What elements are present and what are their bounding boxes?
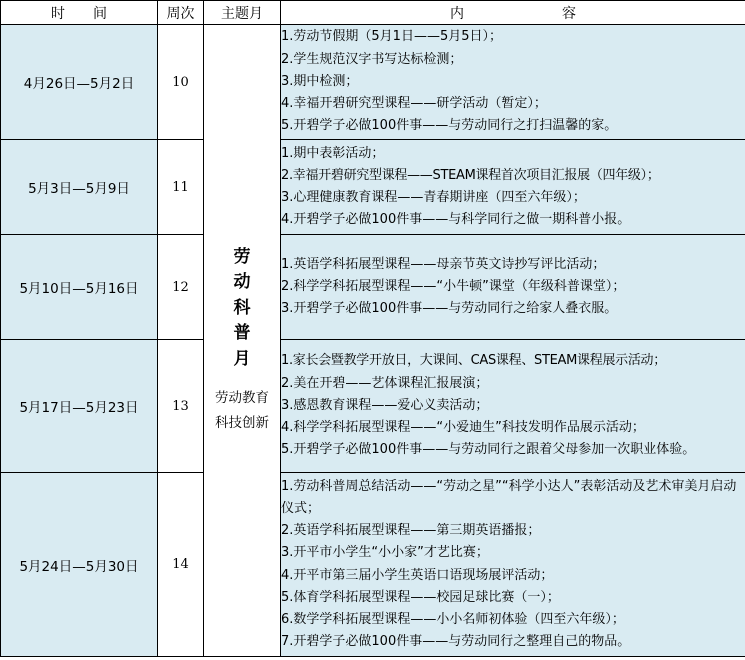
time-cell: 4月26日—5月2日	[1, 25, 158, 140]
content-item: 3.开碧学子必做100件事——与劳动同行之给家人叠衣服。	[281, 301, 618, 317]
time-cell: 5月3日—5月9日	[1, 140, 158, 235]
content-item: 2.英语学科拓展型课程——第三期英语播报；	[281, 523, 541, 539]
time-cell: 5月24日—5月30日	[1, 473, 158, 657]
table-row	[1, 25, 745, 140]
theme-cell	[204, 25, 281, 657]
content-item: 2.美在开碧——艺体课程汇报展演；	[281, 375, 489, 391]
content-cell	[281, 473, 745, 657]
content-item: 3.开平市小学生“小小家”才艺比赛；	[281, 545, 489, 561]
table-row	[1, 473, 745, 657]
theme-char: 科	[233, 297, 251, 318]
theme-char: 动	[233, 272, 251, 293]
week-cell: 11	[158, 140, 204, 235]
header-theme: 主题月	[204, 1, 281, 25]
content-item: 3.感恩教育课程——爱心义卖活动；	[281, 397, 489, 413]
content-item: 4.科学学科拓展型课程——“小爱迪生”科技发明作品展示活动；	[281, 420, 645, 436]
table-row	[1, 340, 745, 473]
content-item: 3.心理健康教育课程——青春期讲座（四至六年级）；	[281, 190, 586, 205]
header-week: 周次	[158, 1, 204, 25]
content-item: 1.劳动节假期（5月1日——5月5日）；	[281, 29, 502, 45]
content-item: 1.英语学科拓展型课程——母亲节英文诗抄写评比活动；	[281, 256, 606, 272]
content-item: 4.开平市第三届小学生英语口语现场展评活动；	[281, 567, 554, 583]
table-row	[1, 235, 745, 340]
content-item: 2.学生规范汉字书写达标检测；	[281, 51, 463, 67]
content-item: 7.开碧学子必做100件事——与劳动同行之整理自己的物品。	[281, 634, 631, 650]
content-item: 3.期中检测；	[281, 73, 359, 89]
content-cell	[281, 25, 745, 140]
week-cell: 13	[158, 340, 204, 473]
content-item: 4.幸福开碧研究型课程——研学活动（暂定）；	[281, 96, 547, 112]
content-item: 2.幸福开碧研究型课程——STEAM课程首次项目汇报展（四年级）；	[281, 167, 660, 183]
content-item: 5.开碧学子必做100件事——与劳动同行之打扫温馨的家。	[281, 118, 618, 134]
theme-title	[204, 245, 280, 373]
content-item: 1.家长会暨教学开放日，大课间、CAS课程、STEAM课程展示活动；	[281, 353, 666, 369]
header-content: 内 容	[281, 1, 745, 25]
content-item: 5.开碧学子必做100件事——与劳动同行之跟着父母参加一次职业体验。	[281, 442, 696, 458]
time-cell: 5月17日—5月23日	[1, 340, 158, 473]
time-cell: 5月10日—5月16日	[1, 235, 158, 340]
content-cell	[281, 235, 745, 340]
header-time: 时 间	[1, 1, 158, 25]
week-cell: 10	[158, 25, 204, 140]
week-cell: 14	[158, 473, 204, 657]
theme-sub-line: 科技创新	[215, 415, 269, 432]
content-item: 2.科学学科拓展型课程——“小牛顿”课堂（年级科普课堂）；	[281, 278, 626, 294]
content-cell	[281, 140, 745, 235]
theme-sub-line: 劳动教育	[215, 390, 269, 407]
content-item: 5.体育学科拓展型课程——校园足球比赛（一）；	[281, 589, 560, 605]
theme-char: 普	[233, 323, 251, 344]
week-cell: 12	[158, 235, 204, 340]
header-row	[1, 1, 745, 25]
content-item: 1.期中表彰活动；	[281, 145, 385, 161]
content-item: 6.数学学科拓展型课程——小小名师初体验（四至六年级）；	[281, 611, 625, 627]
table-row	[1, 140, 745, 235]
content-item: 1.劳动科普周总结活动——“劳动之星”“科学小达人”表彰活动及艺术审美月启动仪式；	[281, 478, 737, 516]
content-item: 4.开碧学子必做100件事——与科学同行之做一期科普小报。	[281, 212, 631, 228]
theme-subtitle	[204, 386, 280, 436]
theme-char: 劳	[233, 246, 251, 267]
content-cell	[281, 340, 745, 473]
theme-char: 月	[233, 348, 251, 369]
